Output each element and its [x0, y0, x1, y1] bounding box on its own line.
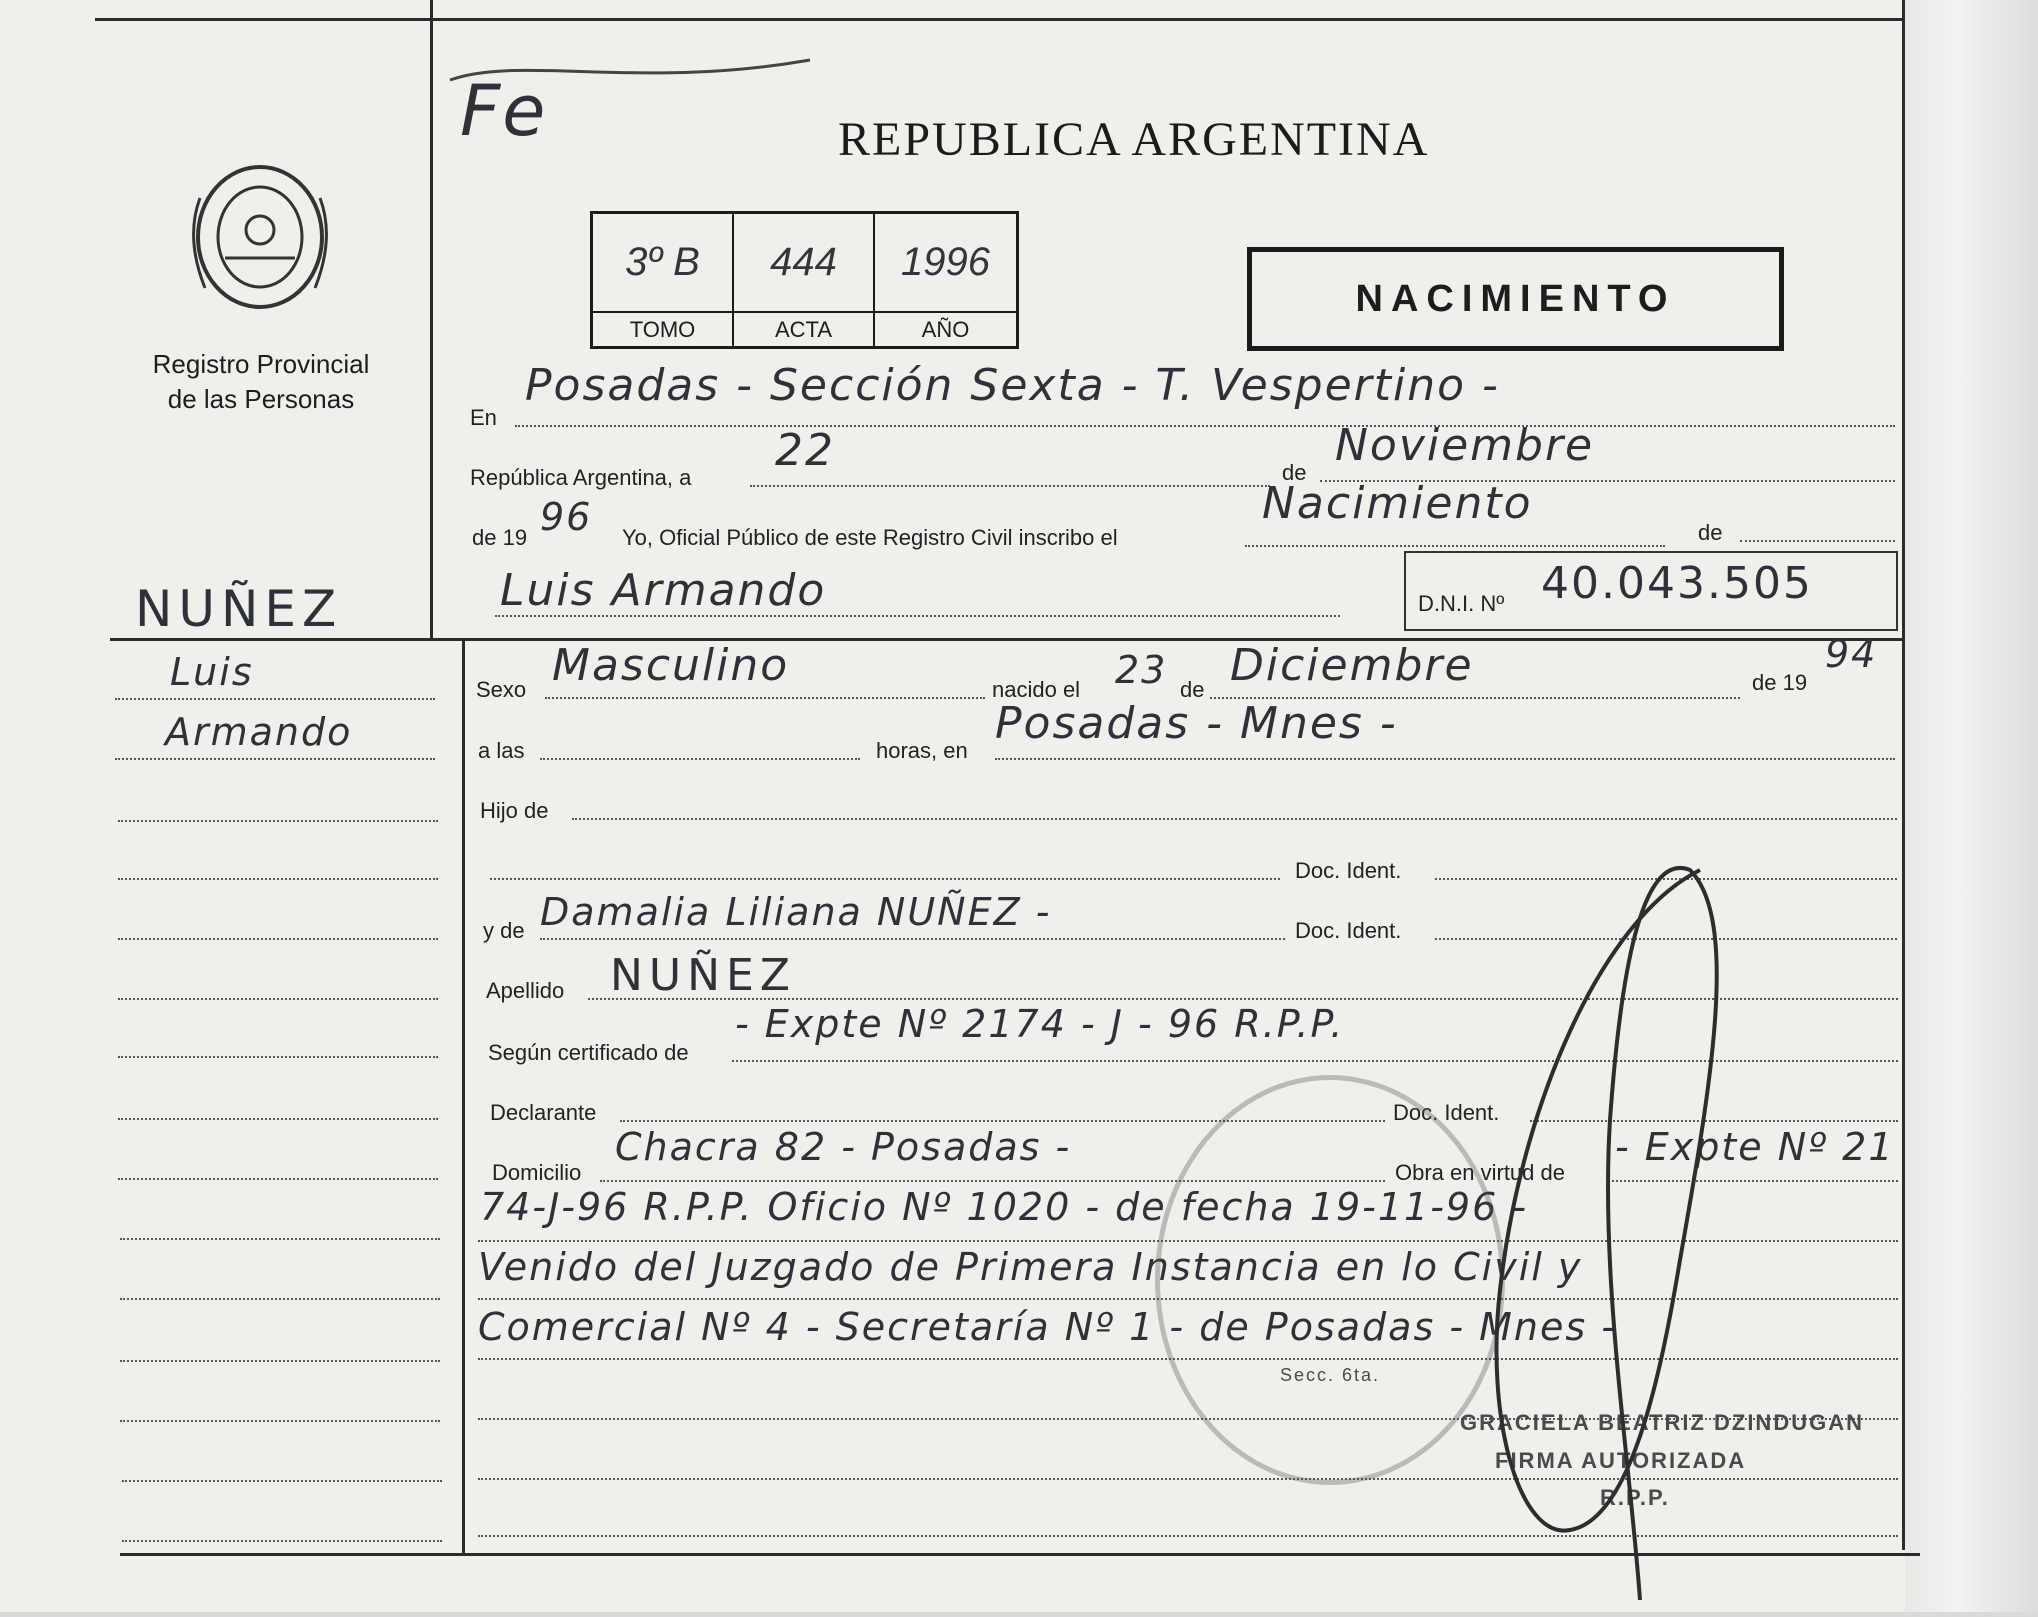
inscribo-value: Nacimiento: [1262, 478, 1533, 529]
note-text-2: Venido del Juzgado de Primera Instancia en lo Civil y: [478, 1245, 1583, 1289]
nacido-label: nacido el: [992, 677, 1081, 702]
margin-surname: NUÑEZ: [135, 580, 343, 638]
inscribo-line: [1245, 545, 1665, 547]
place-line: [995, 758, 1895, 760]
hijo-line-2: [490, 878, 1280, 880]
horas-label: horas, en: [876, 738, 968, 763]
month-value: Noviembre: [1335, 420, 1595, 471]
sexo-value: Masculino: [552, 640, 790, 691]
anio-value: 1996: [875, 214, 1016, 313]
margin-line: [122, 1540, 442, 1542]
volume-grid: [590, 211, 1019, 349]
hijo-label: Hijo de: [480, 798, 549, 823]
tomo-value: 3º B: [593, 214, 732, 313]
left-column-divider-lower: [462, 640, 465, 1555]
obra-value: - Expte Nº 21: [1615, 1125, 1895, 1169]
yo-label: Yo, Oficial Público de este Registro Civil inscribo el: [622, 525, 1118, 550]
tomo-label: TOMO: [629, 316, 696, 342]
document-type: NACIMIENTO: [1355, 277, 1676, 320]
margin-line: [120, 1298, 440, 1300]
doc-ident-label-2: Doc. Ident.: [1295, 918, 1402, 943]
provincial-seal-icon: [185, 158, 335, 316]
day-value: 22: [775, 425, 835, 476]
year-value: 96: [540, 495, 593, 539]
margin-given1: Luis: [170, 650, 254, 694]
registry-name-line2: de las Personas: [167, 384, 355, 414]
document-type-box: [1247, 247, 1784, 351]
signature-icon: [1480, 860, 1740, 1617]
born-year: 94: [1825, 632, 1878, 676]
de-label: de: [1282, 460, 1307, 485]
sexo-label: Sexo: [476, 677, 527, 702]
page-edge: [1905, 0, 2038, 1612]
domicilio-value: Chacra 82 - Posadas -: [615, 1125, 1072, 1169]
sexo-line: [545, 697, 985, 699]
anio-cell: [875, 214, 1016, 346]
right-border: [1902, 0, 1905, 1550]
middle-separator: [110, 638, 1902, 641]
alas-label: a las: [478, 738, 525, 763]
seal-fragment: Secc. 6ta.: [1280, 1365, 1381, 1385]
officer-role: FIRMA AUTORIZADA: [1495, 1448, 1747, 1473]
margin-line: [118, 1118, 438, 1120]
margin-line: [118, 820, 438, 822]
left-column-divider: [430, 0, 433, 640]
margin-line: [118, 878, 438, 880]
page-title: REPUBLICA ARGENTINA: [838, 113, 1430, 166]
place-value: Posadas - Mnes -: [995, 698, 1398, 749]
born-month: Diciembre: [1230, 640, 1474, 691]
margin-given2: Armando: [165, 710, 353, 754]
hijo-line: [572, 818, 1897, 820]
dni-box: [1404, 551, 1898, 631]
margin-line: [118, 938, 438, 940]
acta-cell: [734, 214, 875, 346]
tomo-cell: [593, 214, 734, 346]
de-label-2: de: [1698, 520, 1723, 545]
margin-line: [120, 1360, 440, 1362]
apellido-value: NUÑEZ: [610, 950, 796, 1001]
segun-value: - Expte Nº 2174 - J - 96 R.P.P.: [735, 1002, 1345, 1046]
born-day: 23: [1115, 648, 1168, 692]
en-value: Posadas - Sección Sexta - T. Vespertino -: [525, 360, 1500, 411]
mother-value: Damalia Liliana NUÑEZ -: [540, 890, 1052, 934]
note-text-3: Comercial Nº 4 - Secretaría Nº 1 - de Posadas - Mnes -: [478, 1305, 1617, 1349]
official-seal-stamp: [1155, 1075, 1505, 1485]
margin-line: [118, 998, 438, 1000]
domicilio-label: Domicilio: [492, 1160, 582, 1185]
margin-line: [115, 698, 435, 700]
de-line: [1740, 540, 1895, 542]
officer-org: R.P.P.: [1600, 1485, 1670, 1510]
mother-line: [540, 938, 1285, 940]
born-de: de: [1180, 677, 1205, 702]
yde-label: y de: [483, 918, 525, 943]
registry-name: [120, 347, 402, 417]
segun-label: Según certificado de: [488, 1040, 689, 1065]
dni-value: 40.043.505: [1541, 558, 1813, 609]
en-label: En: [470, 405, 497, 430]
obra-label: Obra en virtud de: [1395, 1160, 1565, 1185]
born-de19: de 19: [1752, 670, 1808, 695]
margin-line: [120, 1420, 440, 1422]
margin-line: [118, 1178, 438, 1180]
top-border: [95, 18, 1905, 21]
acta-value: 444: [734, 214, 873, 313]
note-text-1: 74-J-96 R.P.P. Oficio Nº 1020 - de fecha 19-11-96 -: [480, 1185, 1529, 1229]
corner-mark: Fe: [460, 70, 548, 152]
margin-line: [122, 1480, 442, 1482]
alas-line: [540, 758, 860, 760]
anio-label: AÑO: [921, 316, 970, 342]
child-name: Luis Armando: [500, 565, 827, 616]
de19-label: de 19: [472, 525, 528, 550]
margin-line: [120, 1238, 440, 1240]
name-line: [495, 615, 1340, 617]
dni-label: D.N.I. Nº: [1418, 591, 1505, 616]
margin-line: [118, 1056, 438, 1058]
margin-line: [115, 758, 435, 760]
day-line: [750, 485, 1270, 487]
doc-ident-label-3: Doc. Ident.: [1393, 1100, 1500, 1125]
republica-label: República Argentina, a: [470, 465, 692, 490]
officer-name: GRACIELA BEATRIZ DZINDUGAN: [1460, 1410, 1864, 1435]
doc-ident-label-1: Doc. Ident.: [1295, 858, 1402, 883]
en-line: [515, 425, 1895, 427]
registry-name-line1: Registro Provincial: [152, 349, 370, 379]
declarante-label: Declarante: [490, 1100, 597, 1125]
acta-label: ACTA: [774, 316, 833, 342]
apellido-label: Apellido: [486, 978, 565, 1003]
